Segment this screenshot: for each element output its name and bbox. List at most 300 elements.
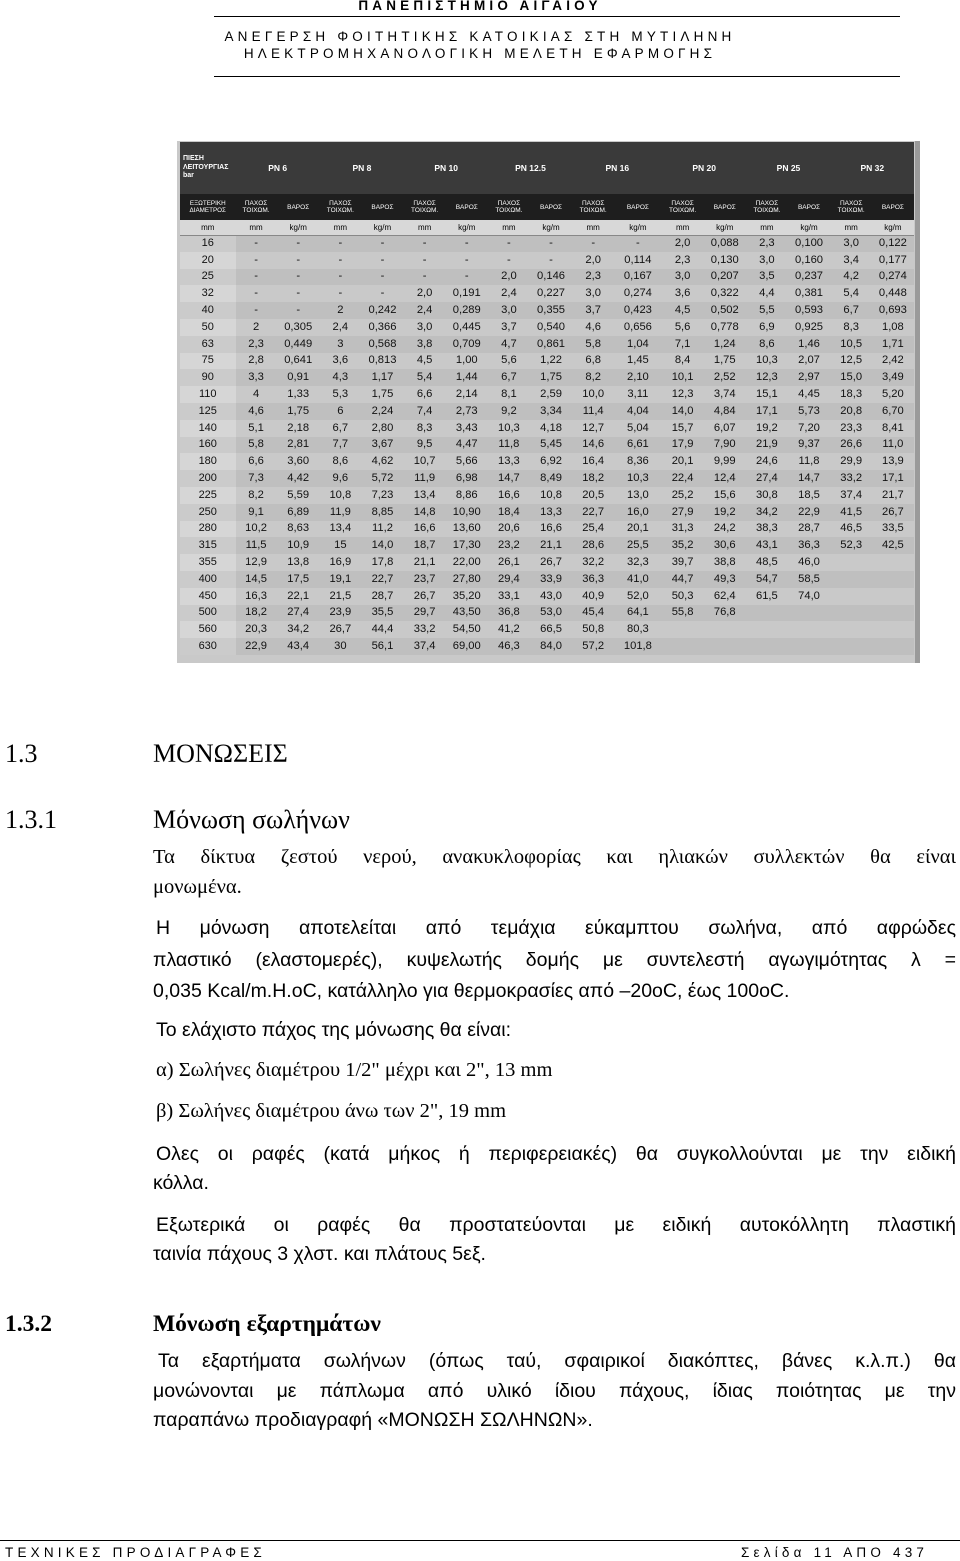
table-cell: 30,6 [703,537,746,554]
table-cell: 7,4 [404,403,445,420]
table-cell: 21,1 [529,537,572,554]
col-wall-thickness [573,194,614,220]
table-cell: 10,9 [277,537,320,554]
table-cell: 0,274 [623,287,652,300]
table-cell: 37,4 [404,638,445,655]
table-cell: 61,5 [755,589,778,602]
table-row [180,453,914,470]
table-cell: 33,9 [529,571,572,588]
table-cell: 2,10 [614,369,662,386]
s131-p2-line2: πλαστικό (ελαστομερές), κυψελωτής δομής με συντελεστή αγωγιμότητας λ = [153,949,956,971]
table-cell: 2,14 [455,388,478,401]
table-cell: 0,641 [284,354,313,367]
table-cell: 16,6 [540,522,562,535]
diameter-cell: 110 [180,386,236,403]
table-cell: 23,7 [404,571,445,588]
table-cell: 9,5 [404,437,445,454]
table-cell: 5,73 [787,403,830,420]
table-cell: - [404,269,445,286]
unit-kgm: kg/m [703,220,746,235]
table-cell: 24,6 [755,455,778,468]
table-row [180,386,914,403]
diameter-cell: 40 [180,302,236,319]
table-cell: 14,6 [573,437,614,454]
table-cell: 40,9 [582,589,605,602]
table-cell: 10,2 [245,522,267,535]
section-1-3-1-title: Μόνωση σωλήνων [153,805,350,834]
table-cell: 46,0 [798,556,820,569]
table-cell: 10,3 [755,354,778,367]
table-cell: 9,6 [320,470,361,487]
table-cell: 8,86 [455,488,478,501]
table-row [180,588,914,605]
table-cell: 0,925 [795,320,824,333]
diameter-cell: 200 [180,470,236,487]
table-cell: 39,7 [671,556,694,569]
table-cell: 8,6 [746,336,787,353]
unit-kgm: kg/m [872,220,914,235]
table-row [180,638,914,655]
s131-p2-line3: 0,035 Kcal/m.H.oC, κατάλληλο για θερμοκρασίες από –20oC, έως 100oC. [153,980,790,1002]
table-cell: 21,5 [329,589,352,602]
footer-page-number: Σελίδα 11 ΑΠΟ 437 [741,1545,929,1560]
table-row [180,269,914,286]
table-row [180,302,914,319]
table-row [180,403,914,420]
table-cell: 5,8 [236,437,277,454]
table-cell: 0,088 [703,235,746,252]
table-cell: 3,49 [872,369,914,386]
table-cell: 3,0 [585,287,601,300]
table-cell: 33,1 [498,589,520,602]
table-cell: 1,45 [627,354,649,367]
header-university: ΠΑΝΕΠΙΣΤΗΜΙΟ ΑΙΓΑΙΟΥ [358,0,602,13]
column-header-row [180,194,914,220]
table-cell: 20,8 [831,403,872,420]
table-cell: 41,0 [614,571,662,588]
table-cell [703,621,746,638]
col-wall-thickness [746,194,787,220]
table-cell: 48,5 [755,556,778,569]
col-wall-thickness [236,194,277,220]
table-cell: 6,70 [872,403,914,420]
table-cell: 5,59 [287,488,310,501]
table-cell: 20,3 [245,623,267,636]
table-cell: 8,41 [881,421,904,434]
table-row [180,521,914,538]
table-row [180,285,914,302]
diameter-cell: 90 [180,369,236,386]
section-1-3-1-number: 1.3.1 [5,805,57,834]
section-1-3-2-number: 1.3.2 [5,1311,52,1337]
unit-mm: mm [404,220,445,235]
table-cell: 0,381 [795,287,824,300]
unit-kgm: kg/m [529,220,572,235]
table-cell: 17,1 [746,403,787,420]
table-cell: 21,9 [746,437,787,454]
table-row [180,487,914,504]
table-cell: 12,7 [582,421,605,434]
table-cell: 1,22 [540,354,562,367]
table-cell: 32,3 [627,556,649,569]
table-cell [872,605,914,622]
table-cell: 2,4 [404,302,445,319]
table-cell: 0,100 [787,235,830,252]
table-cell: - [277,235,320,252]
table-row [180,605,914,622]
table-cell: 26,7 [540,556,562,569]
table-cell: - [422,253,427,266]
diameter-cell: 280 [180,521,236,538]
table-cell: 32,2 [582,556,605,569]
table-cell: 55,8 [662,605,703,622]
table-cell: 4,42 [277,470,320,487]
table-cell: 2,52 [703,369,746,386]
table-cell: 54,7 [746,571,787,588]
diameter-cell: 125 [180,403,236,420]
diameter-cell: 160 [180,437,236,454]
unit-mm: mm [746,220,787,235]
col-header-line: ΠΑΧΟΣ [581,200,605,207]
table-cell: 9,1 [236,504,277,521]
table-cell: 4,6 [236,403,277,420]
table-cell: 36,8 [488,605,529,622]
table-cell: 6,8 [585,354,601,367]
table-cell: 3,67 [361,437,404,454]
unit-kgm: kg/m [445,220,488,235]
table-cell: 0,813 [368,354,397,367]
header-rule-bottom [214,76,900,77]
table-cell: 52,0 [627,589,649,602]
table-cell: 3,3 [236,369,277,386]
col-header-line: ΤΟΙΧΩΜ. [837,207,865,214]
table-cell: 8,3 [843,320,859,333]
footer-rule [0,1540,960,1541]
pressure-class-header: PN 12.5 [488,142,572,194]
table-cell: 56,1 [361,638,404,655]
section-1-3-title: ΜΟΝΩΣΕΙΣ [153,739,288,768]
table-cell: 23,3 [840,421,863,434]
table-cell: 0,502 [703,302,746,319]
table-row [180,437,914,454]
col-header-line: ΠΑΧΟΣ [413,200,436,207]
table-cell: 18,2 [236,605,277,622]
table-cell: 12,3 [746,369,787,386]
table-cell: - [380,287,385,300]
table-cell: 13,60 [452,522,481,535]
table-cell: 26,7 [329,623,352,636]
table-cell [662,621,703,638]
diameter-cell: 25 [180,269,236,286]
table-cell: 57,2 [573,638,614,655]
table-cell: 11,2 [372,522,393,535]
col-wall-thickness [320,194,361,220]
table-cell: 10,90 [445,504,488,521]
table-cell: 23,2 [488,537,529,554]
table-cell: - [254,253,258,266]
table-cell: 27,9 [662,504,703,521]
s131-p3: Το ελάχιστο πάχος της μόνωσης θα είναι: [156,1019,512,1041]
table-cell: 14,0 [361,537,404,554]
table-cell: 33,2 [413,623,436,636]
table-cell: 7,90 [703,437,746,454]
table-cell: 4,84 [703,403,746,420]
table-cell: 43,1 [746,537,787,554]
table-cell: - [529,235,572,252]
s131-p2-line1: Η μόνωση αποτελείται από τεμάχια εύκαμπτου σωλήνα, από αφρώδες [156,917,956,939]
table-cell: 54,50 [452,623,481,636]
table-cell: 38,8 [713,556,736,569]
table-cell: 6,9 [759,320,775,333]
table-cell: 3,6 [332,354,349,367]
table-cell: 8,85 [361,504,404,521]
table-cell: 3,0 [759,253,775,266]
table-cell: 16,4 [582,455,605,468]
table-cell: 6,98 [445,470,488,487]
section-1-3-2-title: Μόνωση εξαρτημάτων [153,1311,381,1337]
table-cell: 0,237 [787,269,830,286]
table-cell: 8,49 [529,470,572,487]
table-cell: 5,8 [573,336,614,353]
table-cell: 15 [320,537,361,554]
table-cell: 31,3 [671,522,694,535]
table-cell: 11,8 [488,437,529,454]
table-cell: 4 [252,388,260,401]
table-cell: 1,75 [277,403,320,420]
table-cell: 2,18 [287,421,310,434]
s131-p1-line1: Τα δίκτυα ζεστού νερού, ανακυκλοφορίας και ηλιακών συλλεκτών θα είναι [153,846,956,868]
table-cell: 6,6 [416,388,433,401]
table-cell: 0,114 [624,253,652,266]
unit-mm: mm [236,220,277,235]
table-row [180,353,914,370]
table-cell: 4,3 [320,369,361,386]
diameter-cell: 75 [180,353,236,370]
diameter-cell: 450 [180,588,236,605]
table-cell: 26,7 [413,589,436,602]
col-weight: ΒΑΡΟΣ [361,194,404,220]
table-cell: 17,9 [662,437,703,454]
table-cell: 6,7 [332,421,349,434]
pressure-label-line: bar [183,172,194,180]
table-cell: 22,7 [573,504,614,521]
table-cell: 0,91 [277,369,320,386]
col-header-line: ΠΑΧΟΣ [755,200,779,207]
table-cell: 2,24 [361,403,404,420]
table-cell: 22,9 [787,504,830,521]
table-cell: 2 [252,320,260,333]
table-cell: 0,160 [795,253,824,266]
table-cell: - [277,302,320,319]
table-cell: 43,4 [277,638,320,655]
table-cell: 18,4 [488,504,529,521]
table-cell: 19,2 [755,421,778,434]
table-cell: - [338,253,343,266]
table-cell: 34,2 [746,504,787,521]
diameter-cell: 355 [180,554,236,571]
table-cell: 10,1 [662,369,703,386]
table-cell: 1,08 [881,320,904,333]
table-cell: 25,4 [582,522,605,535]
table-cell: 0,242 [361,302,404,319]
table-cell: 4,62 [371,455,394,468]
table-cell: 18,7 [404,537,445,554]
table-cell: 13,4 [413,488,436,501]
table-cell: 7,23 [371,488,394,501]
table-cell: 0,540 [537,320,566,333]
col-wall-thickness [662,194,703,220]
table-cell: 14,7 [488,470,529,487]
table-cell: 6,7 [831,302,872,319]
header-project: ΑΝΕΓΕΡΣΗ ΦΟΙΤΗΤΙΚΗΣ ΚΑΤΟΙΚΙΑΣ ΣΤΗ ΜΥΤΙΛΗΝΗ [224,29,736,44]
table-cell [831,621,872,638]
table-row [180,554,914,571]
col-weight: ΒΑΡΟΣ [787,194,830,220]
col-weight: ΒΑΡΟΣ [872,194,914,220]
unit-kgm: kg/m [614,220,662,235]
table-cell: 13,0 [627,488,649,501]
table-cell: - [361,269,404,286]
table-cell: 2,3 [236,336,277,353]
table-cell [831,588,872,605]
pressure-class-header: PN 32 [831,142,914,194]
table-cell: 9,37 [787,437,830,454]
table-cell [746,605,787,622]
table-cell: 46,5 [840,522,863,535]
table-cell: 28,6 [573,537,614,554]
table-cell: - [488,235,529,252]
table-cell: 36,3 [787,537,830,554]
table-cell: 6,7 [488,369,529,386]
table-cell: 0,177 [878,253,907,266]
table-cell: 3,74 [713,388,736,401]
diameter-cell: 500 [180,605,236,622]
table-cell: - [614,235,662,252]
table-cell: 0,146 [529,269,572,286]
table-cell [787,605,830,622]
table-cell: 27,4 [746,470,787,487]
unit-mm: mm [662,220,703,235]
table-cell: 3,43 [455,421,478,434]
diameter-cell: 32 [180,285,236,302]
pressure-class-header: PN 6 [236,142,320,194]
table-cell: 5,4 [404,369,445,386]
table-cell: 0,656 [623,320,652,333]
table-cell: 15,0 [831,369,872,386]
table-cell: 3,8 [404,336,445,353]
col-header-line: ΠΑΧΟΣ [839,200,863,207]
table-cell: 4,04 [614,403,662,420]
col-header-line: ΠΑΧΟΣ [329,200,352,207]
table-cell: 0,191 [452,287,481,300]
table-cell: 3,0 [416,320,433,333]
table-cell: 5,6 [501,354,517,367]
table-cell: 2,4 [501,287,517,300]
table-cell: 17,1 [872,470,914,487]
table-cell: 2,3 [674,253,691,266]
table-row [180,336,914,353]
table-cell: 14,0 [662,403,703,420]
table-cell [746,621,787,638]
table-cell: 10,3 [614,470,662,487]
s132-p1-line2: μονώνονται με πάπλωμα από υλικό ίδιου πάχους, ίδιας ποιότητας με την [153,1380,956,1402]
table-cell: 101,8 [614,638,662,655]
table-cell: 0,207 [703,269,746,286]
table-cell: 8,63 [287,522,310,535]
table-cell [703,638,746,655]
table-cell: 17,30 [445,537,488,554]
table-cell: 53,0 [529,605,572,622]
table-cell: 3,0 [831,235,872,252]
col-header-line: ΤΟΙΧΩΜ. [753,207,781,214]
table-cell: 9,2 [488,403,529,420]
diameter-cell: 225 [180,487,236,504]
table-cell [662,638,703,655]
table-cell: 2,42 [881,354,904,367]
table-cell: 0,693 [872,302,914,319]
table-cell: 4,47 [445,437,488,454]
table-cell: 33,5 [881,522,904,535]
table-cell: 18,2 [573,470,614,487]
table-cell: 44,4 [371,623,394,636]
table-cell: 2,0 [416,287,433,300]
table-cell: 0,130 [710,253,739,266]
table-cell: 3 [320,336,361,353]
table-row [180,621,914,638]
table-cell: 69,00 [445,638,488,655]
table-cell: 11,5 [236,537,277,554]
table-cell [872,554,914,571]
table-cell: 5,45 [529,437,572,454]
table-cell: 8,2 [248,488,264,501]
table-cell: 7,3 [236,470,277,487]
table-cell: 1,00 [455,354,478,367]
table-cell: 0,778 [710,320,739,333]
table-cell: 1,24 [703,336,746,353]
table-cell: 1,46 [787,336,830,353]
table-cell: 1,75 [371,388,394,401]
table-cell: - [404,235,445,252]
table-cell: 4,18 [540,421,562,434]
diameter-cell: 63 [180,336,236,353]
table-cell: 7,1 [662,336,703,353]
table-cell: 11,0 [872,437,914,454]
table-cell: 0,568 [361,336,404,353]
table-cell: 0,861 [529,336,572,353]
diameter-cell: 400 [180,571,236,588]
table-cell: 2,0 [662,235,703,252]
table-cell [746,638,787,655]
table-cell: 2,80 [371,421,394,434]
table-cell: 12,5 [840,354,863,367]
table-cell: 35,2 [662,537,703,554]
table-cell: - [549,253,553,266]
col-header-line: ΤΟΙΧΩΜ. [242,207,270,214]
table-cell: 76,8 [703,605,746,622]
table-cell: 2,0 [488,269,529,286]
table-cell: - [507,253,511,266]
table-cell: 3,60 [287,455,310,468]
table-cell: 16,6 [413,522,436,535]
table-cell [787,638,830,655]
pipe-pressure-table [180,142,914,655]
table-cell: 3,6 [674,287,691,300]
table-cell: 6,92 [540,455,562,468]
s131-item-a: α) Σωλήνες διαμέτρου 1/2" μέχρι και 2", 13 mm [156,1059,553,1081]
table-cell: 27,4 [277,605,320,622]
table-cell: 38,3 [755,522,778,535]
table-cell: 0,122 [872,235,914,252]
